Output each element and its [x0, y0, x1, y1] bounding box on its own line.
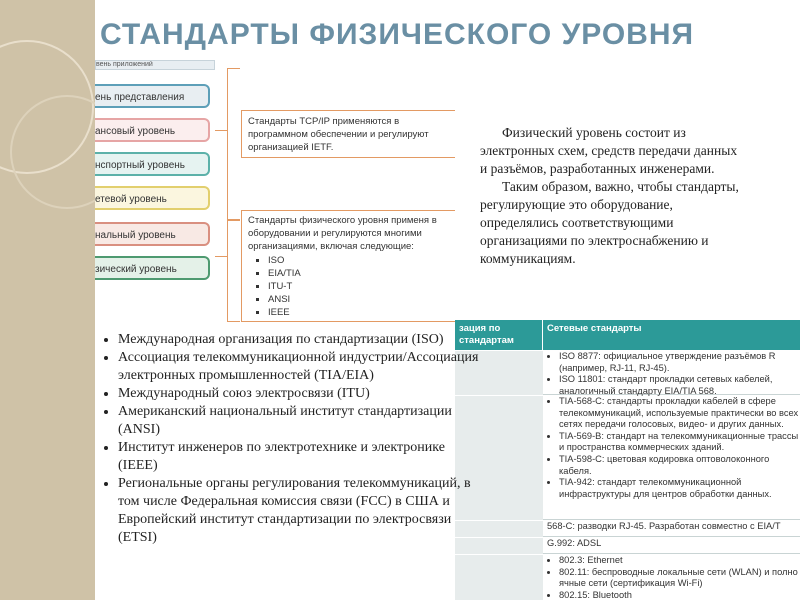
table-standard-item: • TIA-569-B: стандарт на телекоммуникационные трассы и пространства коммерческих зданий. — [559, 431, 800, 454]
table-row — [543, 396, 800, 520]
organizations-list — [92, 331, 480, 547]
table-row — [543, 351, 800, 395]
tcpip-box-text: Стандарты TCP/IP применяются в программном обеспечении и регулируют организацией IETF. — [248, 116, 429, 153]
table-row — [543, 538, 800, 554]
standards-table — [455, 320, 800, 600]
physical-standards-box — [241, 210, 455, 322]
table-standard-item: • ISO 11801: стандарт прокладки сетевых кабелей, аналогичный стандарту EIA/TIA 568. — [559, 374, 800, 397]
osi-layer: нспортный уровень — [95, 152, 210, 176]
org-item: ▪ EIA/TIA — [268, 267, 455, 280]
osi-stack-figure — [95, 60, 455, 322]
table-header-org: зация по стандартам — [455, 320, 542, 350]
table-row — [543, 555, 800, 600]
org-item: ▪ ITU-T — [268, 280, 455, 293]
table-standard-item: • 802.15: Bluetooth — [559, 590, 800, 600]
page-title: СТАНДАРТЫ ФИЗИЧЕСКОГО УРОВНЯ — [100, 18, 695, 51]
table-standard-item: G.992: ADSL — [547, 538, 602, 548]
org-item: ▪ IEEE — [268, 306, 455, 319]
organization-item: • Международный союз электросвязи (ITU) — [118, 385, 480, 403]
organization-item: • Международная организация по стандартизации (ISO) — [118, 331, 480, 349]
table-standard-item: • TIA-942: стандарт телекоммуникационной инфраструктуры для центров обработки данных. — [559, 477, 800, 500]
organization-item: • Институт инженеров по электротехнике и электронике (IEEE) — [118, 439, 480, 475]
paragraph-2: Таким образом, важно, чтобы стандарты, регулирующие это оборудование, определялись соответствующими организациями по электроснабжению и коммуникациям. — [480, 179, 739, 266]
org-item: ▪ ANSI — [268, 293, 455, 306]
osi-layer: ень представления — [95, 84, 210, 108]
physical-bracket-stub — [215, 256, 227, 257]
organization-item: • Ассоциация телекоммуникационной индустрии/Ассоциация электронных промышленностей (TIA/EIA) — [118, 349, 480, 385]
table-row — [543, 521, 800, 537]
stack-top-layer: вень приложений — [95, 60, 215, 70]
tcpip-standards-box — [241, 110, 455, 158]
org-list — [248, 254, 455, 319]
table-standard-item: • ISO 8877: официальное утверждение разъёмов R (например, RJ-11, RJ-45). — [559, 351, 800, 374]
table-standard-item: • TIA-568-C: стандарты прокладки кабелей в сфере телекоммуникаций, используемые практически во всех сетях передачи голосовых, видео- и других данных. — [559, 396, 800, 431]
osi-layer: зический уровень — [95, 256, 210, 280]
organization-item: • Региональные органы регулирования телекоммуникаций, в том числе Федеральная комиссия связи (FCC) в США и Европейский институт стандартизации по электросвязи (ETSI) — [118, 475, 480, 547]
tcpip-bracket-stub — [215, 130, 227, 131]
osi-layer: нальный уровень — [95, 222, 210, 246]
table-standard-item: • 802.11: беспроводные локальные сети (WLAN) и полно ячные сети (сертификация Wi-Fi) — [559, 567, 800, 590]
physical-bracket — [227, 220, 240, 322]
paragraph-1: Физический уровень состоит из электронных схем, средств передачи данных и разъёмов, разработанных инженерами. — [480, 125, 738, 176]
table-standard-item: • 802.3: Ethernet — [559, 555, 800, 567]
table-standard-item: • TIA-598-C: цветовая кодировка оптоволоконного кабеля. — [559, 454, 800, 477]
organization-item: • Американский национальный институт стандартизации (ANSI) — [118, 403, 480, 439]
physical-box-text: Стандарты физического уровня применя в оборудовании и регулируются многими организациями, включая следующие: — [248, 215, 437, 252]
table-header-standards: Сетевые стандарты — [543, 320, 800, 350]
org-item: ▪ ISO — [268, 254, 455, 267]
osi-layer: етевой уровень — [95, 186, 210, 210]
tcpip-bracket — [227, 68, 240, 220]
table-standard-item: 568-C: разводки RJ-45. Разработан совместно с EIA/T — [547, 521, 781, 531]
table-org-cell — [455, 555, 543, 600]
description-paragraph — [480, 124, 746, 268]
osi-layer: ансовый уровень — [95, 118, 210, 142]
